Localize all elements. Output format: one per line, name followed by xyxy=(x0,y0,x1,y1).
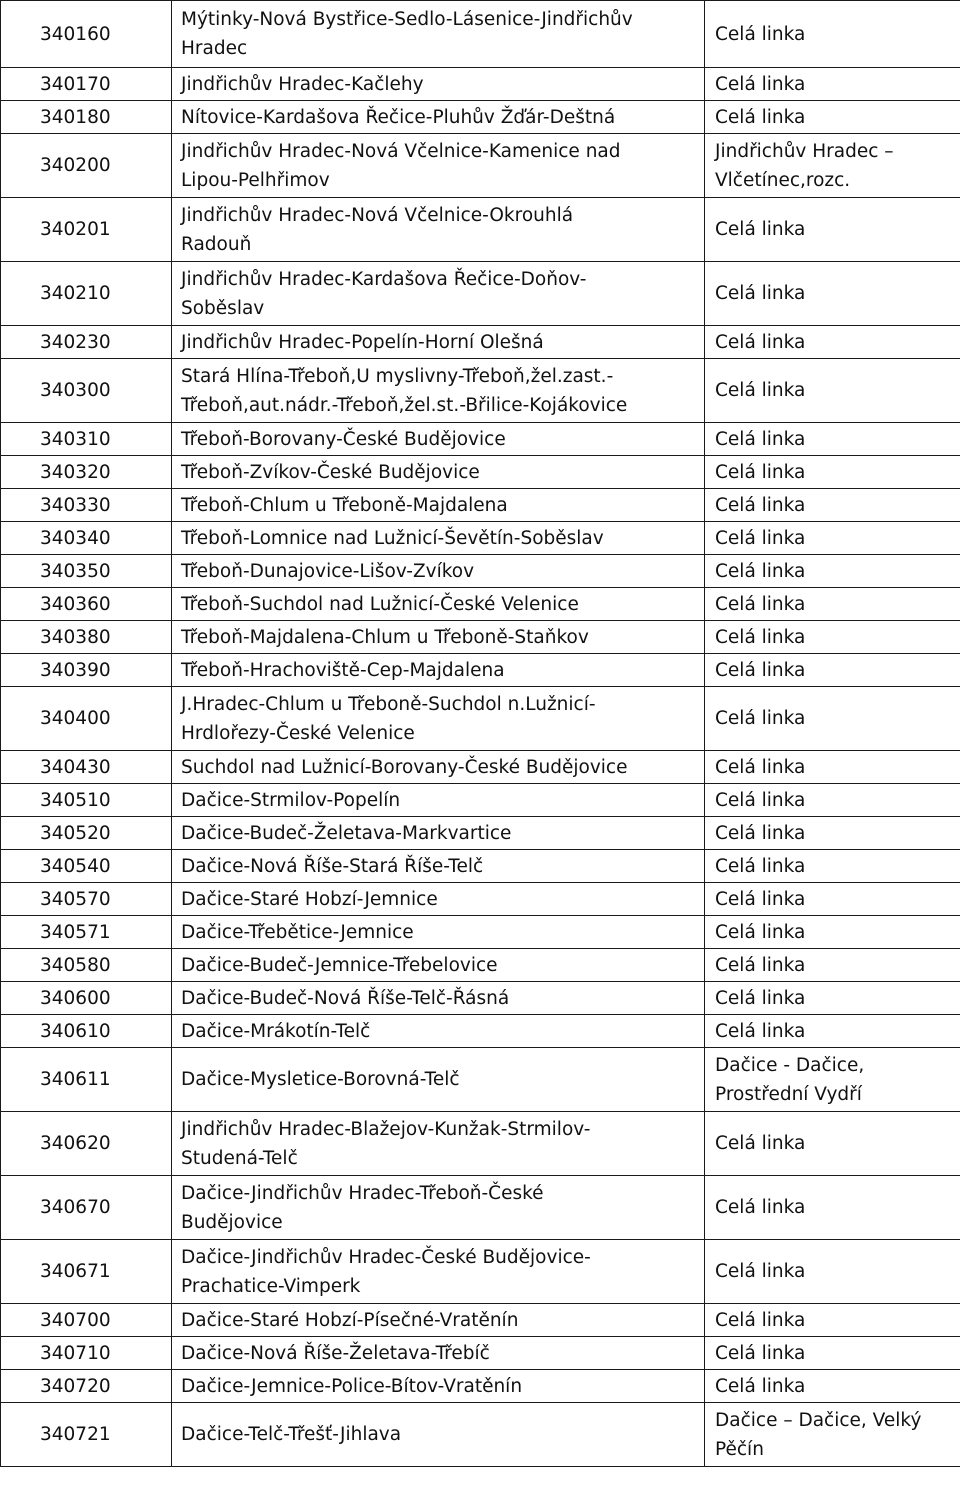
section-text: Celá linka xyxy=(715,1309,806,1331)
route-cell xyxy=(172,817,705,850)
section-text: Celá linka xyxy=(715,494,806,516)
route-text: Třeboň,aut.nádr.-Třeboň,žel.st.-Břilice-Kojákovice xyxy=(181,394,628,416)
table-row xyxy=(1,1112,960,1176)
section-cell xyxy=(705,1240,960,1304)
line-number-cell: 340400 xyxy=(1,687,172,751)
section-cell xyxy=(705,751,960,784)
table-row xyxy=(1,751,960,784)
route-text: Dačice-Staré Hobzí-Písečné-Vratěnín xyxy=(181,1309,519,1331)
section-cell xyxy=(705,555,960,588)
section-text: Celá linka xyxy=(715,708,806,729)
route-text: J.Hradec-Chlum u Třeboně-Suchdol n.Lužnicí- xyxy=(181,693,596,715)
section-cell xyxy=(705,1112,960,1176)
section-cell xyxy=(705,1337,960,1370)
section-cell xyxy=(705,134,960,198)
section-cell xyxy=(705,1403,960,1467)
route-cell xyxy=(172,1370,705,1403)
route-cell xyxy=(172,687,705,751)
table-row xyxy=(1,423,960,456)
section-text: Dačice - Dačice, xyxy=(715,1054,865,1076)
section-text: Celá linka xyxy=(715,921,806,943)
line-number-cell: 340201 xyxy=(1,198,172,262)
route-cell xyxy=(172,423,705,456)
section-text: Dačice – Dačice, Velký xyxy=(715,1409,922,1431)
line-number-cell: 340671 xyxy=(1,1240,172,1304)
section-cell xyxy=(705,522,960,555)
route-text: Mýtinky-Nová Bystřice-Sedlo-Lásenice-Jindřichův xyxy=(181,9,633,30)
table-row xyxy=(1,1048,960,1112)
line-number-cell: 340230 xyxy=(1,326,172,359)
route-table-body xyxy=(1,1,960,1467)
route-text: Dačice-Strmilov-Popelín xyxy=(181,789,401,811)
route-text: Dačice-Jindřichův Hradec-České Budějovice- xyxy=(181,1246,591,1268)
section-text: Celá linka xyxy=(715,1342,806,1364)
line-number-cell: 340160 xyxy=(1,1,172,68)
line-number-cell: 340520 xyxy=(1,817,172,850)
route-cell xyxy=(172,784,705,817)
table-row xyxy=(1,1015,960,1048)
section-cell xyxy=(705,916,960,949)
table-row xyxy=(1,1337,960,1370)
route-text: Dačice-Mysletice-Borovná-Telč xyxy=(181,1069,460,1090)
section-cell xyxy=(705,1,960,68)
route-cell xyxy=(172,949,705,982)
route-text: Jindřichův Hradec-Popelín-Horní Olešná xyxy=(181,331,544,353)
line-number-cell: 340710 xyxy=(1,1337,172,1370)
table-row xyxy=(1,555,960,588)
route-cell xyxy=(172,522,705,555)
route-text: Třeboň-Borovany-České Budějovice xyxy=(181,428,506,450)
section-text: Celá linka xyxy=(715,461,806,483)
route-text: Třeboň-Suchdol nad Lužnicí-České Velenice xyxy=(181,593,579,615)
section-text: Celá linka xyxy=(715,593,806,615)
line-number-cell: 340360 xyxy=(1,588,172,621)
route-text: Nítovice-Kardašova Řečice-Pluhův Žďár-Deštná xyxy=(181,106,616,128)
line-number-cell: 340320 xyxy=(1,456,172,489)
table-row xyxy=(1,262,960,326)
route-text: Třeboň-Majdalena-Chlum u Třeboně-Staňkov xyxy=(181,626,589,648)
route-text: Lipou-Pelhřimov xyxy=(181,169,330,191)
section-text: Celá linka xyxy=(715,380,806,401)
section-text: Celá linka xyxy=(715,888,806,910)
line-number-cell: 340180 xyxy=(1,101,172,134)
section-text: Celá linka xyxy=(715,560,806,582)
section-cell xyxy=(705,198,960,262)
route-cell xyxy=(172,1403,705,1467)
route-cell xyxy=(172,1015,705,1048)
line-number-cell: 340611 xyxy=(1,1048,172,1112)
route-cell xyxy=(172,262,705,326)
line-number-cell: 340210 xyxy=(1,262,172,326)
table-row xyxy=(1,134,960,198)
line-number-cell: 340720 xyxy=(1,1370,172,1403)
line-number-cell: 340300 xyxy=(1,359,172,423)
line-number-cell: 340580 xyxy=(1,949,172,982)
section-text: Jindřichův Hradec – xyxy=(715,140,894,162)
table-row xyxy=(1,489,960,522)
section-text: Celá linka xyxy=(715,987,806,1009)
section-text: Celá linka xyxy=(715,331,806,353)
section-text: Celá linka xyxy=(715,659,806,681)
section-cell xyxy=(705,68,960,101)
route-cell xyxy=(172,850,705,883)
route-text: Studená-Telč xyxy=(181,1147,298,1169)
route-cell xyxy=(172,751,705,784)
section-cell xyxy=(705,456,960,489)
table-row xyxy=(1,456,960,489)
table-row xyxy=(1,1403,960,1467)
route-text: Prachatice-Vimperk xyxy=(181,1275,361,1297)
section-cell xyxy=(705,817,960,850)
table-row xyxy=(1,916,960,949)
section-text: Prostřední Vydří xyxy=(715,1083,862,1105)
route-cell xyxy=(172,654,705,687)
table-row xyxy=(1,784,960,817)
table-row xyxy=(1,687,960,751)
section-cell xyxy=(705,101,960,134)
section-text: Celá linka xyxy=(715,219,806,240)
route-cell xyxy=(172,588,705,621)
section-cell xyxy=(705,1048,960,1112)
line-number-cell: 340430 xyxy=(1,751,172,784)
route-text: Dačice-Budeč-Jemnice-Třebelovice xyxy=(181,954,498,976)
route-cell xyxy=(172,68,705,101)
table-row xyxy=(1,101,960,134)
line-number-cell: 340540 xyxy=(1,850,172,883)
line-number-cell: 340721 xyxy=(1,1403,172,1467)
table-row xyxy=(1,359,960,423)
line-number-cell: 340571 xyxy=(1,916,172,949)
section-cell xyxy=(705,489,960,522)
section-cell xyxy=(705,883,960,916)
route-cell xyxy=(172,1112,705,1176)
section-cell xyxy=(705,423,960,456)
section-cell xyxy=(705,262,960,326)
section-cell xyxy=(705,326,960,359)
route-cell xyxy=(172,1176,705,1240)
route-cell xyxy=(172,359,705,423)
route-cell xyxy=(172,1337,705,1370)
section-cell xyxy=(705,949,960,982)
section-text: Celá linka xyxy=(715,527,806,549)
route-text: Radouň xyxy=(181,233,252,255)
route-cell xyxy=(172,134,705,198)
route-text: Dačice-Budeč-Želetava-Markvartice xyxy=(181,822,512,844)
section-cell xyxy=(705,359,960,423)
section-text: Celá linka xyxy=(715,1261,806,1282)
line-number-cell: 340340 xyxy=(1,522,172,555)
section-text: Celá linka xyxy=(715,822,806,844)
section-cell xyxy=(705,982,960,1015)
section-text: Celá linka xyxy=(715,789,806,811)
route-cell xyxy=(172,621,705,654)
route-text: Dačice-Staré Hobzí-Jemnice xyxy=(181,888,438,910)
section-cell xyxy=(705,687,960,751)
line-number-cell: 340620 xyxy=(1,1112,172,1176)
table-row xyxy=(1,817,960,850)
section-text: Pěčín xyxy=(715,1438,764,1460)
table-row xyxy=(1,522,960,555)
route-text: Dačice-Telč-Třešť-Jihlava xyxy=(181,1424,402,1445)
table-row xyxy=(1,198,960,262)
section-text: Celá linka xyxy=(715,626,806,648)
section-cell xyxy=(705,588,960,621)
section-text: Celá linka xyxy=(715,23,806,45)
route-text: Jindřichův Hradec-Nová Včelnice-Kamenice nad xyxy=(181,140,621,162)
route-cell xyxy=(172,198,705,262)
section-text: Celá linka xyxy=(715,855,806,877)
route-text: Soběslav xyxy=(181,297,265,319)
route-text: Dačice-Nová Říše-Želetava-Třebíč xyxy=(181,1342,490,1364)
section-text: Celá linka xyxy=(715,106,806,128)
line-number-cell: 340610 xyxy=(1,1015,172,1048)
table-row xyxy=(1,982,960,1015)
table-row xyxy=(1,1176,960,1240)
route-cell xyxy=(172,555,705,588)
section-text: Celá linka xyxy=(715,1133,806,1154)
table-row xyxy=(1,654,960,687)
route-text: Dačice-Jemnice-Police-Bítov-Vratěnín xyxy=(181,1375,523,1397)
route-text: Dačice-Budeč-Nová Říše-Telč-Řásná xyxy=(181,987,510,1009)
table-row xyxy=(1,1370,960,1403)
table-row xyxy=(1,850,960,883)
line-number-cell: 340390 xyxy=(1,654,172,687)
route-cell xyxy=(172,883,705,916)
line-number-cell: 340700 xyxy=(1,1304,172,1337)
line-number-cell: 340570 xyxy=(1,883,172,916)
section-text: Celá linka xyxy=(715,954,806,976)
line-number-cell: 340170 xyxy=(1,68,172,101)
route-text: Třeboň-Hrachoviště-Cep-Majdalena xyxy=(181,659,505,681)
section-text: Celá linka xyxy=(715,1197,806,1218)
line-number-cell: 340600 xyxy=(1,982,172,1015)
line-number-cell: 340330 xyxy=(1,489,172,522)
section-cell xyxy=(705,654,960,687)
route-text: Dačice-Třebětice-Jemnice xyxy=(181,921,414,943)
route-text: Suchdol nad Lužnicí-Borovany-České Budějovice xyxy=(181,756,628,778)
route-cell xyxy=(172,326,705,359)
route-cell xyxy=(172,1048,705,1112)
section-text: Celá linka xyxy=(715,1375,806,1397)
section-text: Celá linka xyxy=(715,428,806,450)
table-row xyxy=(1,326,960,359)
route-text: Hradec xyxy=(181,38,248,59)
table-row xyxy=(1,621,960,654)
route-text: Třeboň-Zvíkov-České Budějovice xyxy=(181,461,480,483)
section-text: Celá linka xyxy=(715,73,806,95)
route-text: Třeboň-Dunajovice-Lišov-Zvíkov xyxy=(181,560,475,582)
table-row xyxy=(1,949,960,982)
section-cell xyxy=(705,784,960,817)
route-cell xyxy=(172,1240,705,1304)
section-cell xyxy=(705,1304,960,1337)
table-row xyxy=(1,1304,960,1337)
route-text: Jindřichův Hradec-Nová Včelnice-Okrouhlá xyxy=(181,204,574,226)
route-cell xyxy=(172,101,705,134)
line-number-cell: 340510 xyxy=(1,784,172,817)
line-number-cell: 340200 xyxy=(1,134,172,198)
line-number-cell: 340350 xyxy=(1,555,172,588)
table-row xyxy=(1,1240,960,1304)
section-text: Celá linka xyxy=(715,1020,806,1042)
route-text: Budějovice xyxy=(181,1211,283,1233)
table-row xyxy=(1,588,960,621)
section-cell xyxy=(705,621,960,654)
route-cell xyxy=(172,489,705,522)
route-text: Třeboň-Chlum u Třeboně-Majdalena xyxy=(181,494,508,516)
route-cell xyxy=(172,916,705,949)
section-text: Celá linka xyxy=(715,756,806,778)
section-cell xyxy=(705,1370,960,1403)
route-text: Jindřichův Hradec-Blažejov-Kunžak-Strmilov- xyxy=(181,1118,591,1140)
route-cell xyxy=(172,456,705,489)
route-text: Stará Hlína-Třeboň,U myslivny-Třeboň,žel.zast.- xyxy=(181,365,614,387)
line-number-cell: 340670 xyxy=(1,1176,172,1240)
route-cell xyxy=(172,1304,705,1337)
line-number-cell: 340310 xyxy=(1,423,172,456)
route-text: Jindřichův Hradec-Kačlehy xyxy=(181,73,424,95)
section-cell xyxy=(705,850,960,883)
route-text: Hrdlořezy-České Velenice xyxy=(181,722,415,744)
section-text: Celá linka xyxy=(715,283,806,304)
route-text: Dačice-Mrákotín-Telč xyxy=(181,1020,371,1042)
section-cell xyxy=(705,1176,960,1240)
route-cell xyxy=(172,982,705,1015)
section-cell xyxy=(705,1015,960,1048)
table-row xyxy=(1,68,960,101)
section-text: Vlčetínec,rozc. xyxy=(715,169,851,191)
line-number-cell: 340380 xyxy=(1,621,172,654)
route-text: Dačice-Jindřichův Hradec-Třeboň-České xyxy=(181,1182,544,1204)
route-text: Třeboň-Lomnice nad Lužnicí-Ševětín-Soběslav xyxy=(181,527,604,549)
route-text: Jindřichův Hradec-Kardašova Řečice-Doňov- xyxy=(181,268,587,290)
route-text: Dačice-Nová Říše-Stará Říše-Telč xyxy=(181,855,484,877)
route-cell xyxy=(172,1,705,68)
table-row xyxy=(1,1,960,68)
table-row xyxy=(1,883,960,916)
